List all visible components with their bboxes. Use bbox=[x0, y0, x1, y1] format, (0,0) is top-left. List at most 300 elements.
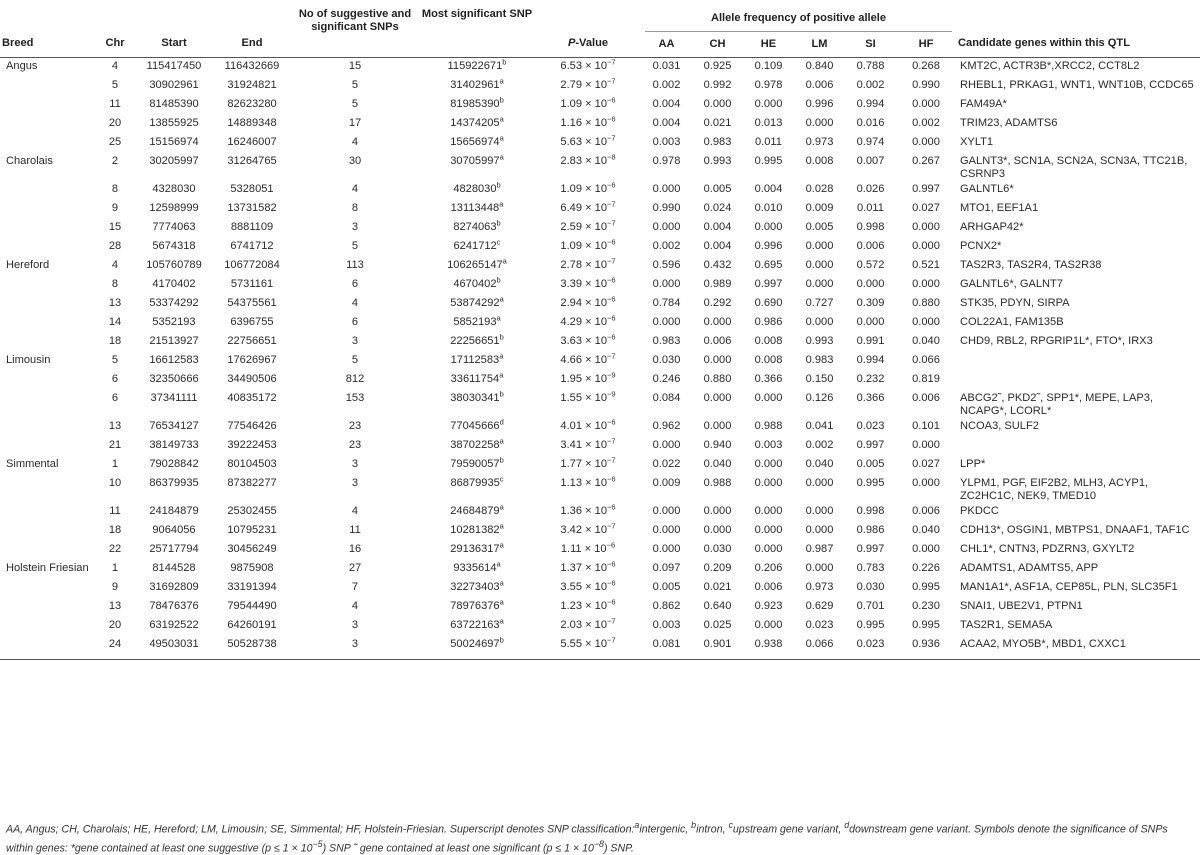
table-row bbox=[0, 58, 1200, 78]
freq-lm-cell: 0.987 bbox=[805, 543, 834, 555]
p-value-cell bbox=[535, 134, 641, 153]
candidate-genes-cell: FAM49A* bbox=[960, 98, 1007, 110]
p-value-exponent: −7 bbox=[607, 218, 616, 228]
candidate-genes-cell: KMT2C, ACTR3B*,XRCC2, CCT8L2 bbox=[960, 60, 1140, 72]
freq-ch-cell: 0.000 bbox=[703, 524, 732, 536]
freq-aa-cell: 0.003 bbox=[652, 136, 681, 148]
freq-lm-cell: 0.000 bbox=[805, 240, 834, 252]
most-significant-snp-cell bbox=[419, 153, 535, 181]
candidate-genes-cell: ADAMTS1, ADAMTS5, APP bbox=[960, 562, 1099, 574]
p-value-exponent: −6 bbox=[607, 294, 616, 304]
p-value-mantissa: 3.55 × 10 bbox=[560, 581, 607, 593]
snp-class-superscript: a bbox=[499, 521, 504, 531]
snp-id: 17112583 bbox=[450, 354, 500, 366]
end-cell: 33191394 bbox=[227, 581, 277, 593]
snp-class-superscript: a bbox=[496, 559, 501, 569]
snp-class-superscript: b bbox=[502, 57, 507, 67]
snp-class-superscript: a bbox=[499, 294, 504, 304]
breed-cell bbox=[0, 134, 95, 153]
p-value-mantissa: 1.37 × 10 bbox=[560, 562, 607, 574]
p-value-mantissa: 2.59 × 10 bbox=[560, 221, 607, 233]
p-value-exponent: −9 bbox=[607, 370, 616, 380]
freq-he-cell: 0.695 bbox=[754, 259, 783, 271]
p-value-exponent: −7 bbox=[607, 256, 616, 266]
snp-id: 81985390 bbox=[450, 98, 500, 110]
footnote-text-a: intergenic, bbox=[639, 823, 692, 836]
snp-id: 78976376 bbox=[450, 600, 500, 612]
p-value-cell bbox=[535, 475, 641, 503]
freq-si-cell: 0.002 bbox=[856, 79, 885, 91]
snp-id: 106265147 bbox=[447, 259, 503, 271]
breed-cell bbox=[0, 314, 95, 333]
snp-id: 22256651 bbox=[450, 335, 500, 347]
freq-si-cell: 0.998 bbox=[856, 505, 885, 517]
candidate-genes-cell: COL22A1, FAM135B bbox=[960, 316, 1064, 328]
snp-count-cell: 6 bbox=[351, 278, 359, 290]
freq-ch-cell: 0.940 bbox=[703, 439, 732, 451]
freq-si-cell: 0.995 bbox=[856, 477, 885, 489]
most-significant-snp-cell bbox=[419, 333, 535, 352]
header-allele-group bbox=[641, 8, 956, 32]
p-value-exponent: −7 bbox=[607, 351, 616, 361]
footnote-sup-d: d bbox=[844, 820, 850, 830]
p-value-cell bbox=[535, 115, 641, 134]
freq-lm-cell: 0.005 bbox=[805, 221, 834, 233]
p-value-mantissa: 6.49 × 10 bbox=[560, 202, 607, 214]
freq-aa-cell: 0.000 bbox=[652, 221, 681, 233]
footnote-text-b: intron, bbox=[696, 823, 729, 836]
breed-cell bbox=[0, 238, 95, 257]
start-cell: 30205997 bbox=[149, 155, 199, 167]
freq-si-cell: 0.995 bbox=[856, 619, 885, 631]
freq-lm-cell: 0.126 bbox=[805, 392, 834, 404]
freq-lm-cell: 0.008 bbox=[805, 155, 834, 167]
table-row bbox=[0, 475, 1200, 503]
freq-si-cell: 0.783 bbox=[856, 562, 885, 574]
table-row bbox=[0, 314, 1200, 333]
p-value-mantissa: 2.83 × 10 bbox=[560, 155, 607, 167]
snp-class-superscript: d bbox=[499, 417, 504, 427]
candidate-genes-cell: ARHGAP42* bbox=[960, 221, 1024, 233]
freq-hf-cell: 0.995 bbox=[912, 619, 940, 631]
p-value-mantissa: 1.23 × 10 bbox=[560, 600, 607, 612]
end-cell: 31264765 bbox=[227, 155, 277, 167]
table-row bbox=[0, 617, 1200, 636]
freq-si-cell: 0.026 bbox=[856, 183, 885, 195]
snp-class-superscript: b bbox=[499, 95, 504, 105]
snp-id: 38702258 bbox=[450, 439, 500, 451]
p-value-cell bbox=[535, 58, 641, 78]
freq-he-cell: 0.206 bbox=[754, 562, 783, 574]
footnote-exp-1: −5 bbox=[312, 838, 323, 849]
freq-si-cell: 0.007 bbox=[856, 155, 885, 167]
p-value-mantissa: 1.95 × 10 bbox=[560, 373, 607, 385]
breed-cell: Holstein Friesian bbox=[6, 562, 89, 574]
freq-he-cell: 0.986 bbox=[754, 316, 783, 328]
breed-cell bbox=[0, 115, 95, 134]
header-no-snps: No of suggestive and significant SNPs bbox=[291, 8, 419, 58]
freq-lm-cell: 0.983 bbox=[805, 354, 834, 366]
freq-hf-cell: 0.000 bbox=[912, 439, 940, 451]
footnote-sup-a: a bbox=[634, 820, 640, 830]
p-value-exponent: −6 bbox=[607, 474, 616, 484]
snp-id: 4828030 bbox=[453, 183, 497, 195]
table-row bbox=[0, 636, 1200, 660]
footnote-text-d: downstream gene variant. Symbols denote the significance of SNPs within genes: *gene contained at least one suggestive (p ≤ 1 × 10 bbox=[6, 823, 1168, 855]
snp-count-cell: 3 bbox=[351, 458, 359, 470]
freq-he-cell: 0.109 bbox=[754, 60, 783, 72]
freq-hf-cell: 0.000 bbox=[912, 316, 940, 328]
snp-class-superscript: b bbox=[496, 218, 501, 228]
breed-cell bbox=[0, 333, 95, 352]
p-value-exponent: −6 bbox=[607, 597, 616, 607]
start-cell: 5352193 bbox=[152, 316, 196, 328]
freq-ch-cell: 0.988 bbox=[703, 477, 732, 489]
candidate-genes-cell: GALNTL6*, GALNT7 bbox=[960, 278, 1063, 290]
candidate-genes-cell: NCOA3, SULF2 bbox=[960, 420, 1039, 432]
end-cell: 17626967 bbox=[227, 354, 277, 366]
freq-aa-cell: 0.081 bbox=[641, 636, 692, 660]
snp-count-cell: 23 bbox=[348, 420, 362, 432]
end-cell: 8881109 bbox=[230, 221, 274, 233]
footnote-text-f: ) SNP. bbox=[603, 842, 634, 855]
end-cell: 25302455 bbox=[227, 505, 277, 517]
freq-he-cell: 0.000 bbox=[754, 619, 783, 631]
snp-count-cell: 5 bbox=[351, 79, 359, 91]
freq-aa-cell: 0.962 bbox=[652, 420, 681, 432]
freq-si-cell: 0.030 bbox=[856, 581, 885, 593]
p-value-cell bbox=[535, 219, 641, 238]
freq-si-cell: 0.023 bbox=[856, 420, 885, 432]
freq-ch-cell: 0.000 bbox=[703, 316, 732, 328]
most-significant-snp-cell bbox=[419, 200, 535, 219]
footnote-text-c: upstream gene variant, bbox=[732, 823, 845, 836]
end-cell: 116432669 bbox=[224, 60, 280, 72]
start-cell: 30902961 bbox=[149, 79, 199, 91]
candidate-genes-cell: STK35, PDYN, SIRPA bbox=[960, 297, 1070, 309]
freq-aa-cell: 0.030 bbox=[652, 354, 681, 366]
snp-count-cell: 23 bbox=[348, 439, 362, 451]
freq-ch-cell: 0.025 bbox=[703, 619, 732, 631]
footnote-sup-c: c bbox=[728, 820, 733, 830]
freq-lm-cell: 0.629 bbox=[805, 600, 834, 612]
snp-id: 30705997 bbox=[450, 155, 500, 167]
breed-cell bbox=[0, 371, 95, 390]
freq-si-cell: 0.232 bbox=[856, 373, 885, 385]
snp-id: 4670402 bbox=[453, 278, 497, 290]
footnote-sup-b: b bbox=[691, 820, 697, 830]
breed-cell bbox=[0, 541, 95, 560]
snp-id: 15656974 bbox=[450, 136, 500, 148]
candidate-genes-cell: GALNT3*, SCN1A, SCN2A, SCN3A, TTC21B, CSRNP3 bbox=[960, 155, 1188, 180]
snp-id: 115922671 bbox=[447, 60, 503, 72]
breed-cell bbox=[0, 617, 95, 636]
most-significant-snp-cell bbox=[419, 418, 535, 437]
table-row bbox=[0, 153, 1200, 181]
p-value-cell bbox=[535, 617, 641, 636]
end-cell: 80104503 bbox=[227, 458, 277, 470]
freq-lm-cell: 0.993 bbox=[805, 335, 834, 347]
most-significant-snp-cell bbox=[419, 238, 535, 257]
freq-lm-cell: 0.000 bbox=[805, 316, 834, 328]
snp-count-cell: 11 bbox=[349, 524, 361, 536]
end-cell: 40835172 bbox=[227, 392, 277, 404]
freq-ch-cell: 0.989 bbox=[703, 278, 732, 290]
table-row bbox=[0, 96, 1200, 115]
breed-cell bbox=[0, 475, 95, 503]
start-cell: 78476376 bbox=[149, 600, 199, 612]
chr-cell: 25 bbox=[108, 136, 122, 148]
start-cell: 24184879 bbox=[149, 505, 199, 517]
freq-lm-cell: 0.973 bbox=[805, 136, 834, 148]
end-cell: 64260191 bbox=[227, 619, 277, 631]
p-value-exponent: −7 bbox=[607, 76, 616, 86]
freq-hf-cell: 0.000 bbox=[912, 221, 940, 233]
footnote-line1: AA, Angus; CH, Charolais; HE, Hereford; LM, Limousin; SE, Simmental; HF, Holstein-Friesian. Superscript denotes SNP classification: bbox=[6, 823, 635, 836]
freq-ch-cell: 0.993 bbox=[703, 155, 732, 167]
end-cell: 10795231 bbox=[227, 524, 277, 536]
breed-cell bbox=[0, 181, 95, 200]
snp-class-superscript: b bbox=[499, 389, 504, 399]
table-row bbox=[0, 257, 1200, 276]
freq-hf-cell: 0.000 bbox=[912, 278, 940, 290]
end-cell: 14889348 bbox=[227, 117, 277, 129]
freq-si-cell: 0.997 bbox=[856, 543, 885, 555]
freq-lm-cell: 0.009 bbox=[805, 202, 834, 214]
end-cell: 82623280 bbox=[227, 98, 277, 110]
candidate-genes-cell bbox=[956, 352, 1200, 371]
most-significant-snp-cell bbox=[419, 503, 535, 522]
p-value-mantissa: 1.11 × 10 bbox=[560, 543, 607, 555]
header-breed: Breed bbox=[0, 8, 95, 58]
freq-aa-cell: 0.031 bbox=[652, 60, 681, 72]
p-value-mantissa: 1.09 × 10 bbox=[560, 98, 607, 110]
freq-hf-cell: 0.000 bbox=[912, 543, 940, 555]
most-significant-snp-cell bbox=[419, 314, 535, 333]
freq-aa-cell: 0.002 bbox=[652, 79, 681, 91]
p-value-mantissa: 5.55 × 10 bbox=[560, 638, 607, 650]
p-value-mantissa: 3.41 × 10 bbox=[560, 439, 607, 451]
breed-cell bbox=[0, 276, 95, 295]
p-value-exponent: −6 bbox=[607, 417, 616, 427]
end-cell: 31924821 bbox=[227, 79, 277, 91]
header-chr: Chr bbox=[95, 8, 135, 58]
freq-he-cell: 0.010 bbox=[754, 202, 783, 214]
chr-cell: 6 bbox=[111, 392, 119, 404]
freq-he-cell: 0.988 bbox=[754, 420, 783, 432]
snp-class-superscript: b bbox=[499, 635, 504, 645]
p-value-exponent: −6 bbox=[607, 559, 616, 569]
chr-cell: 9 bbox=[111, 202, 119, 214]
candidate-genes-cell: PCNX2* bbox=[960, 240, 1002, 252]
freq-ch-cell: 0.021 bbox=[703, 117, 732, 129]
snp-class-superscript: b bbox=[499, 455, 504, 465]
freq-hf-cell: 0.000 bbox=[912, 477, 940, 489]
freq-he-cell: 0.008 bbox=[754, 354, 783, 366]
start-cell: 38149733 bbox=[149, 439, 199, 451]
freq-he-cell: 0.000 bbox=[754, 524, 783, 536]
start-cell: 9064056 bbox=[152, 524, 196, 536]
start-cell: 5674318 bbox=[152, 240, 196, 252]
header-p-suffix: -Value bbox=[575, 37, 609, 49]
table-row bbox=[0, 522, 1200, 541]
end-cell: 13731582 bbox=[227, 202, 277, 214]
snp-class-superscript: a bbox=[499, 199, 504, 209]
breed-cell bbox=[0, 390, 95, 418]
freq-he-cell: 0.008 bbox=[754, 335, 783, 347]
p-value-exponent: −6 bbox=[607, 180, 616, 190]
freq-si-cell: 0.994 bbox=[856, 98, 885, 110]
header-lm: LM bbox=[794, 32, 845, 58]
freq-he-cell: 0.003 bbox=[754, 439, 783, 451]
p-value-cell bbox=[535, 437, 641, 456]
table-row bbox=[0, 134, 1200, 153]
snp-class-superscript: b bbox=[499, 332, 504, 342]
breed-cell: Angus bbox=[6, 60, 38, 72]
most-significant-snp-cell bbox=[419, 58, 535, 78]
freq-aa-cell: 0.000 bbox=[652, 524, 681, 536]
table-footnote bbox=[6, 818, 1194, 855]
table-row bbox=[0, 276, 1200, 295]
start-cell: 32350666 bbox=[149, 373, 199, 385]
freq-he-cell: 0.000 bbox=[754, 477, 783, 489]
snp-id: 86879935 bbox=[450, 477, 500, 489]
most-significant-snp-cell bbox=[419, 475, 535, 503]
most-significant-snp-cell bbox=[419, 77, 535, 96]
freq-aa-cell: 0.003 bbox=[652, 619, 681, 631]
freq-lm-cell: 0.002 bbox=[805, 439, 834, 451]
breed-cell: Charolais bbox=[6, 155, 53, 167]
freq-aa-cell: 0.246 bbox=[652, 373, 681, 385]
breed-cell bbox=[0, 522, 95, 541]
candidate-genes-cell: LPP* bbox=[960, 458, 986, 470]
snp-count-cell: 4 bbox=[351, 136, 359, 148]
freq-si-cell: 0.788 bbox=[856, 60, 885, 72]
end-cell: 9875908 bbox=[230, 562, 274, 574]
candidate-genes-cell: YLPM1, PGF, EIF2B2, MLH3, ACYP1, ZC2HC1C, NEK9, TMED10 bbox=[960, 477, 1149, 502]
freq-hf-cell: 0.000 bbox=[912, 98, 940, 110]
end-cell: 5328051 bbox=[230, 183, 274, 195]
header-most-significant-snp: Most significant SNP bbox=[419, 8, 535, 58]
chr-cell: 21 bbox=[108, 439, 122, 451]
p-value-exponent: −7 bbox=[607, 455, 616, 465]
p-value-exponent: −7 bbox=[607, 635, 616, 645]
freq-he-cell: 0.006 bbox=[754, 581, 783, 593]
breed-cell bbox=[0, 437, 95, 456]
breed-cell bbox=[0, 579, 95, 598]
end-cell: 6741712 bbox=[230, 240, 274, 252]
freq-lm-cell: 0.150 bbox=[805, 373, 834, 385]
p-value-exponent: −6 bbox=[607, 578, 616, 588]
breed-cell bbox=[0, 503, 95, 522]
p-value-mantissa: 1.13 × 10 bbox=[560, 477, 607, 489]
snp-count-cell: 3 bbox=[351, 619, 359, 631]
chr-cell: 10 bbox=[108, 477, 122, 489]
breed-cell bbox=[0, 418, 95, 437]
freq-lm-cell: 0.000 bbox=[805, 117, 834, 129]
snp-class-superscript: a bbox=[499, 370, 504, 380]
freq-ch-cell: 0.021 bbox=[703, 581, 732, 593]
chr-cell: 4 bbox=[111, 259, 119, 271]
breed-cell: Simmental bbox=[6, 458, 59, 470]
snp-class-superscript: a bbox=[499, 351, 504, 361]
p-value-cell bbox=[535, 181, 641, 200]
start-cell: 49503031 bbox=[135, 636, 213, 660]
freq-aa-cell: 0.983 bbox=[652, 335, 681, 347]
p-value-mantissa: 2.78 × 10 bbox=[560, 259, 607, 271]
freq-hf-cell: 0.230 bbox=[912, 600, 940, 612]
end-cell: 6396755 bbox=[230, 316, 274, 328]
end-cell: 16246007 bbox=[227, 136, 277, 148]
freq-si-cell: 0.994 bbox=[856, 354, 885, 366]
table-row bbox=[0, 77, 1200, 96]
freq-hf-cell: 0.880 bbox=[912, 297, 940, 309]
p-value-exponent: −6 bbox=[606, 540, 616, 550]
freq-lm-cell: 0.973 bbox=[805, 581, 834, 593]
freq-ch-cell: 0.040 bbox=[703, 458, 732, 470]
start-cell: 4328030 bbox=[152, 183, 196, 195]
table-row bbox=[0, 352, 1200, 371]
header-he: HE bbox=[743, 32, 794, 58]
most-significant-snp-cell bbox=[419, 617, 535, 636]
table-row bbox=[0, 371, 1200, 390]
snp-count-cell: 27 bbox=[348, 562, 362, 574]
start-cell: 21513927 bbox=[149, 335, 199, 347]
table-row bbox=[0, 503, 1200, 522]
freq-ch-cell: 0.006 bbox=[703, 335, 732, 347]
most-significant-snp-cell bbox=[419, 257, 535, 276]
end-cell: 79544490 bbox=[227, 600, 277, 612]
end-cell: 54375561 bbox=[227, 297, 277, 309]
freq-lm-cell: 0.041 bbox=[805, 420, 834, 432]
snp-class-superscript: c bbox=[496, 237, 501, 247]
freq-he-cell: 0.995 bbox=[754, 155, 783, 167]
p-value-mantissa: 2.03 × 10 bbox=[560, 619, 607, 631]
start-cell: 105760789 bbox=[146, 259, 202, 271]
most-significant-snp-cell bbox=[419, 181, 535, 200]
snp-count-cell: 5 bbox=[351, 354, 359, 366]
candidate-genes-cell: XYLT1 bbox=[960, 136, 994, 148]
chr-cell: 15 bbox=[108, 221, 122, 233]
snp-count-cell: 153 bbox=[345, 392, 365, 404]
table-row bbox=[0, 238, 1200, 257]
chr-cell: 14 bbox=[108, 316, 122, 328]
header-p-value bbox=[535, 8, 641, 58]
chr-cell: 2 bbox=[111, 155, 119, 167]
snp-class-superscript: a bbox=[502, 256, 507, 266]
snp-count-cell: 4 bbox=[351, 183, 359, 195]
snp-class-superscript: a bbox=[499, 133, 504, 143]
snp-count-cell: 3 bbox=[351, 477, 359, 489]
candidate-genes-cell: GALNTL6* bbox=[960, 183, 1014, 195]
freq-lm-cell: 0.727 bbox=[805, 297, 834, 309]
freq-lm-cell: 0.000 bbox=[805, 562, 834, 574]
snp-count-cell: 15 bbox=[348, 60, 362, 72]
table-row bbox=[0, 437, 1200, 456]
chr-cell: 20 bbox=[108, 117, 122, 129]
chr-cell: 18 bbox=[108, 524, 122, 536]
snp-id: 24684879 bbox=[450, 505, 500, 517]
freq-lm-cell: 0.000 bbox=[805, 278, 834, 290]
p-value-mantissa: 4.66 × 10 bbox=[560, 354, 607, 366]
start-cell: 15156974 bbox=[149, 136, 199, 148]
candidate-genes-cell: CHD9, RBL2, RPGRIP1L*, FTO*, IRX3 bbox=[960, 335, 1153, 347]
chr-cell: 13 bbox=[108, 600, 122, 612]
freq-ch-cell: 0.004 bbox=[703, 221, 732, 233]
snp-class-superscript: a bbox=[499, 76, 504, 86]
snp-class-superscript: a bbox=[499, 540, 504, 550]
p-value-mantissa: 1.36 × 10 bbox=[560, 505, 607, 517]
